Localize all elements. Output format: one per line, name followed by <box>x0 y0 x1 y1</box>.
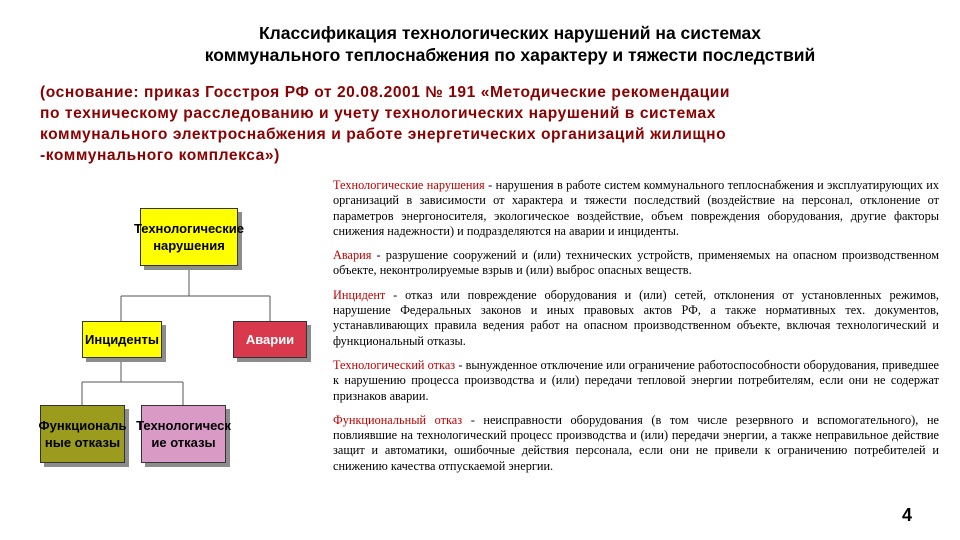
definition-text: - неисправности оборудования (в том числе резервного и вспомогательного), не повлиявшие на технологический процесс производства и (или) передачи энергии, а также неправильное действие защит и автоматики, ошибочные действия персонала, если они не привели к ограничению потребителей и снижению качества отпускаемой энергии. <box>333 412 939 473</box>
definition-incident <box>333 288 939 349</box>
basis-line-4: -коммунального комплекса») <box>40 147 280 164</box>
title-line-1: Классификация технологических нарушений на системах <box>258 23 762 43</box>
definition-technological-violations <box>333 178 939 239</box>
node-technological-failures: Технологическ ие отказы <box>141 405 226 463</box>
page-number: 4 <box>902 505 913 525</box>
definition-term: Технологический отказ <box>333 357 456 372</box>
definition-accident <box>333 248 939 279</box>
definition-text: - нарушения в работе систем коммунального теплоснабжения и эксплуатирующих их организаций в зависимости от характера и тяжести последствий (воздействие на персонал, отклонение от параметров энергоносителя, экологическое воздействие, объем повреждения оборудования, другие факторы снижения надежности) и подразделяются на аварии и инциденты. <box>333 178 939 238</box>
definition-technological-failure <box>333 358 939 404</box>
node-accidents: Аварии <box>233 321 307 358</box>
node-functional-failures: Функциональ ные отказы <box>40 405 125 463</box>
definition-text: - разрушение сооружений и (или) технических устройств, применяемых на опасном производственном объекте, неконтролируемые взрыв и (или) выброс опасных веществ. <box>333 248 939 278</box>
definitions-list <box>333 178 939 483</box>
definition-text: - отказ или повреждение оборудования и (или) сетей, отклонения от установленных режимов, нарушение Федеральных законов и иных правовых актов РФ, а также нормативных тех. документов, устанавливающих правила ведения работ на опасном производственном объекте, включая технологический и функциональный отказы. <box>333 287 939 348</box>
definition-term: Авария <box>333 248 372 263</box>
node-incidents: Инциденты <box>82 321 162 358</box>
basis-line-1: (основание: приказ Госстроя РФ от 20.08.2001 № 191 «Методические рекомендации <box>40 84 731 101</box>
definition-term: Технологические нарушения <box>333 178 485 192</box>
definition-term: Инцидент <box>333 287 386 302</box>
definition-functional-failure <box>333 413 939 474</box>
node-technological-violations: Технологические нарушения <box>140 208 238 266</box>
definition-text: - вынужденное отключение или ограничение работоспособности оборудования, приведшее к нарушению процесса производства и (или) передачи тепловой энергии потребителям, если они не содержат признаков аварии. <box>333 357 939 403</box>
basis-line-2: по техническому расследованию и учету технологических нарушений в системах <box>40 105 716 122</box>
basis-line-3: коммунального электроснабжения и работе энергетических организаций жилищно <box>40 126 727 143</box>
definition-term: Функциональный отказ <box>333 412 463 427</box>
title-line-2: коммунального теплоснабжения по характеру и тяжести последствий <box>204 45 816 65</box>
